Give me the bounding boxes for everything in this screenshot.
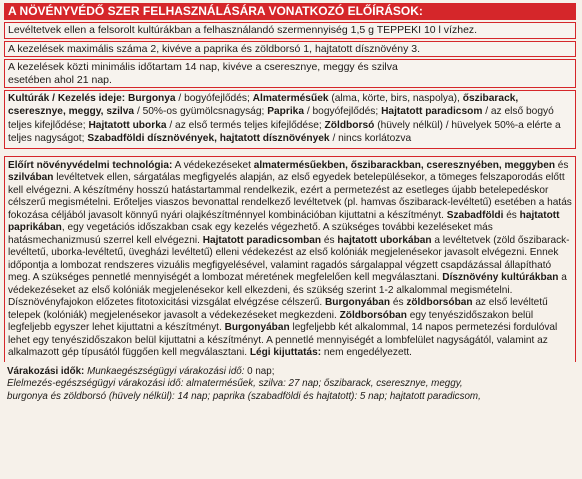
waiting-heading: Várakozási idők: bbox=[7, 365, 85, 377]
crops-heading: Kultúrák / Kezelés ideje: bbox=[8, 93, 126, 104]
text-run: a védekezéseket az első kolóniák megjelenésekor kell elkezdeni, és szükség szerint 1-2 alkalommal megismételni. Dísznövényfajokon előzetes fitotoxicitási vizsgálat elvégzése célszerű. bbox=[8, 272, 567, 309]
crop-name: Hajtatott uborka bbox=[88, 119, 167, 131]
text-run: A védekezéseket bbox=[172, 159, 254, 171]
crop-name: Zöldborsó bbox=[324, 119, 375, 131]
crop-name: Paprika bbox=[267, 106, 305, 118]
emphasis-run: Szabadföldi bbox=[446, 209, 504, 221]
crops-text bbox=[8, 92, 572, 146]
waiting-line-1 bbox=[7, 366, 573, 379]
text-run: legfeljebb két alkalommal, 14 napos permetezési fordulóval lehet egy tenyészidőszakon belül kijuttatni a készítményt. A pennetlé mennyiségét a lombfelület nagyságától, valamint az alkalmazott gép típusától függően kell megválasztani. bbox=[8, 322, 558, 359]
text-run: levéltetvek ellen, sárgatálas megfigyelés alapján, az első egyedek betelepülésekor, a tömeges felszaporodás előtt kell elvégezni. A készítmény hosszú hatástartammal rendelkezik, ezért a permetezést az esetleges újabb betelepedéskor célszerű megismételni. Erőteljes viaszos bevonattal rendelkező levéltetvek (pl. hamvas őszibarack-levéltetű) esetében a hatás fokozása céljából javasolt könnyű nyári olajkészítménnyel kombinációban kijuttatni a készítményt. bbox=[8, 172, 572, 221]
emphasis-run: Dísznövény kultúrákban bbox=[442, 272, 559, 284]
waiting-periods-section bbox=[4, 362, 576, 404]
interval-box bbox=[4, 59, 576, 88]
crop-name: Hajtatott paradicsom bbox=[381, 106, 483, 118]
crop-timing: / bogyófejlődés; bbox=[175, 93, 250, 104]
interval-text-line-1: A kezelések közti minimális időtartam 14 nap, kivéve a cseresznye, meggy és szilva bbox=[8, 61, 398, 73]
food-waiting-label: Élelmezés-egészségügyi várakozási idő: bbox=[7, 378, 184, 390]
technology-heading: Előírt növényvédelmi technológia: bbox=[8, 159, 173, 171]
emphasis-run: hajtatott paprikában bbox=[8, 209, 560, 234]
crop-timing: / nincs korlátozva bbox=[329, 133, 412, 145]
crops-box bbox=[4, 90, 576, 149]
crop-name: őszibarack, cseresznye, meggy, szilva bbox=[8, 93, 519, 118]
max-treatments-box bbox=[4, 41, 576, 58]
dosage-box bbox=[4, 22, 576, 39]
food-waiting-text: almatermésűek, szilva: 27 nap; őszibarack, cseresznye, meggy, bbox=[183, 378, 463, 390]
text-run: és bbox=[554, 159, 569, 171]
emphasis-run: szilvában bbox=[8, 172, 54, 184]
work-waiting-label: Munkaegészségügyi várakozási idő: bbox=[87, 365, 245, 377]
text-run: és bbox=[503, 209, 520, 221]
emphasis-run: Légi kijuttatás: bbox=[249, 347, 322, 359]
crop-name: Almatermésűek bbox=[252, 93, 329, 104]
emphasis-run: almatermésűekben, őszibarackban, cseresznyében, meggyben bbox=[253, 159, 555, 171]
crop-timing: / bogyófejlődés; bbox=[304, 106, 379, 118]
technology-section bbox=[4, 156, 576, 362]
crop-timing: (hüvely nélkül) / hüvelyek 50%-a elérte a teljes nagyságot; bbox=[8, 119, 561, 145]
waiting-line-2 bbox=[7, 378, 573, 391]
crop-timing: (alma, körte, birs, naspolya), bbox=[328, 93, 460, 104]
crop-timing: / az első termés teljes kifejlődése; bbox=[166, 119, 322, 131]
text-run: nem engedélyezett. bbox=[321, 347, 412, 359]
text-run: , egy vegetációs időszakban csak egy kezelés végezhető. A szükséges további kezeléseket más hatásmechanizmusú szerrel kell elvégezni. bbox=[8, 222, 493, 246]
text-run: a levéltetvek (zöld őszibarack-levéltetű, uborka-levéltetű, üvegházi levéltetű) elleni védekezést az első kolóniák megjelenésekor javasolt elvégezni. Ennek időpontja a lombozat rendszeres vizuális megfigyelésével, valamint ragadós sárgalappal végzett csapdázással állapítható meg. A szükséges pennetlé mennyiségét a lombozat méretének megfelelően kell megválasztani. bbox=[8, 234, 570, 284]
food-waiting-text: burgonya és zöldborsó (hüvely nélkül): 14 nap; paprika (szabadföldi és hajtatott): 5 nap; hajtatott paradicsom, bbox=[7, 391, 481, 403]
text-run: és bbox=[321, 234, 338, 246]
text-run: és bbox=[390, 297, 407, 309]
crop-name: Burgonya bbox=[128, 93, 176, 104]
emphasis-run: zöldborsóban bbox=[406, 297, 473, 309]
max-treatments-text: A kezelések maximális száma 2, kivéve a paprika és zöldborsó 1, hajtatott dísznövény 3. bbox=[8, 42, 421, 55]
interval-text-line-2: esetében ahol 21 nap. bbox=[8, 73, 112, 86]
text-run: egy tenyészidőszakon belül legfeljebb egyszer lehet kijuttatni a készítményt. bbox=[8, 309, 534, 334]
crop-name: Szabadföldi dísznövények, hajtatott dísznövények bbox=[87, 133, 330, 145]
waiting-line-3 bbox=[7, 391, 573, 404]
crop-timing: / 50%-os gyümölcsnagyság; bbox=[134, 106, 265, 118]
dosage-text: Levéltetvek ellen a felsorolt kultúrákban a felhasználandó szermennyiség 1,5 g TEPPEKI 10 l vízhez. bbox=[8, 24, 478, 36]
emphasis-run: Burgonyában bbox=[325, 297, 391, 309]
emphasis-run: Burgonyában bbox=[224, 322, 290, 334]
emphasis-run: Hajtatott paradicsomban bbox=[202, 234, 322, 246]
emphasis-run: Zöldborsóban bbox=[339, 309, 407, 321]
emphasis-run: hajtatott uborkában bbox=[337, 234, 432, 246]
text-run: az első levéltetű telepek (kolóniák) megjelenésekor javasolt a védekezéseket megkezdeni. bbox=[8, 297, 548, 321]
work-waiting-value: 0 nap; bbox=[244, 365, 275, 377]
section-banner: A NÖVÉNYVÉDŐ SZER FELHASZNÁLÁSÁRA VONATKOZÓ ELŐÍRÁSOK: bbox=[4, 3, 576, 20]
crop-timing: / az első bogyó teljes kifejlődése; bbox=[8, 106, 554, 131]
